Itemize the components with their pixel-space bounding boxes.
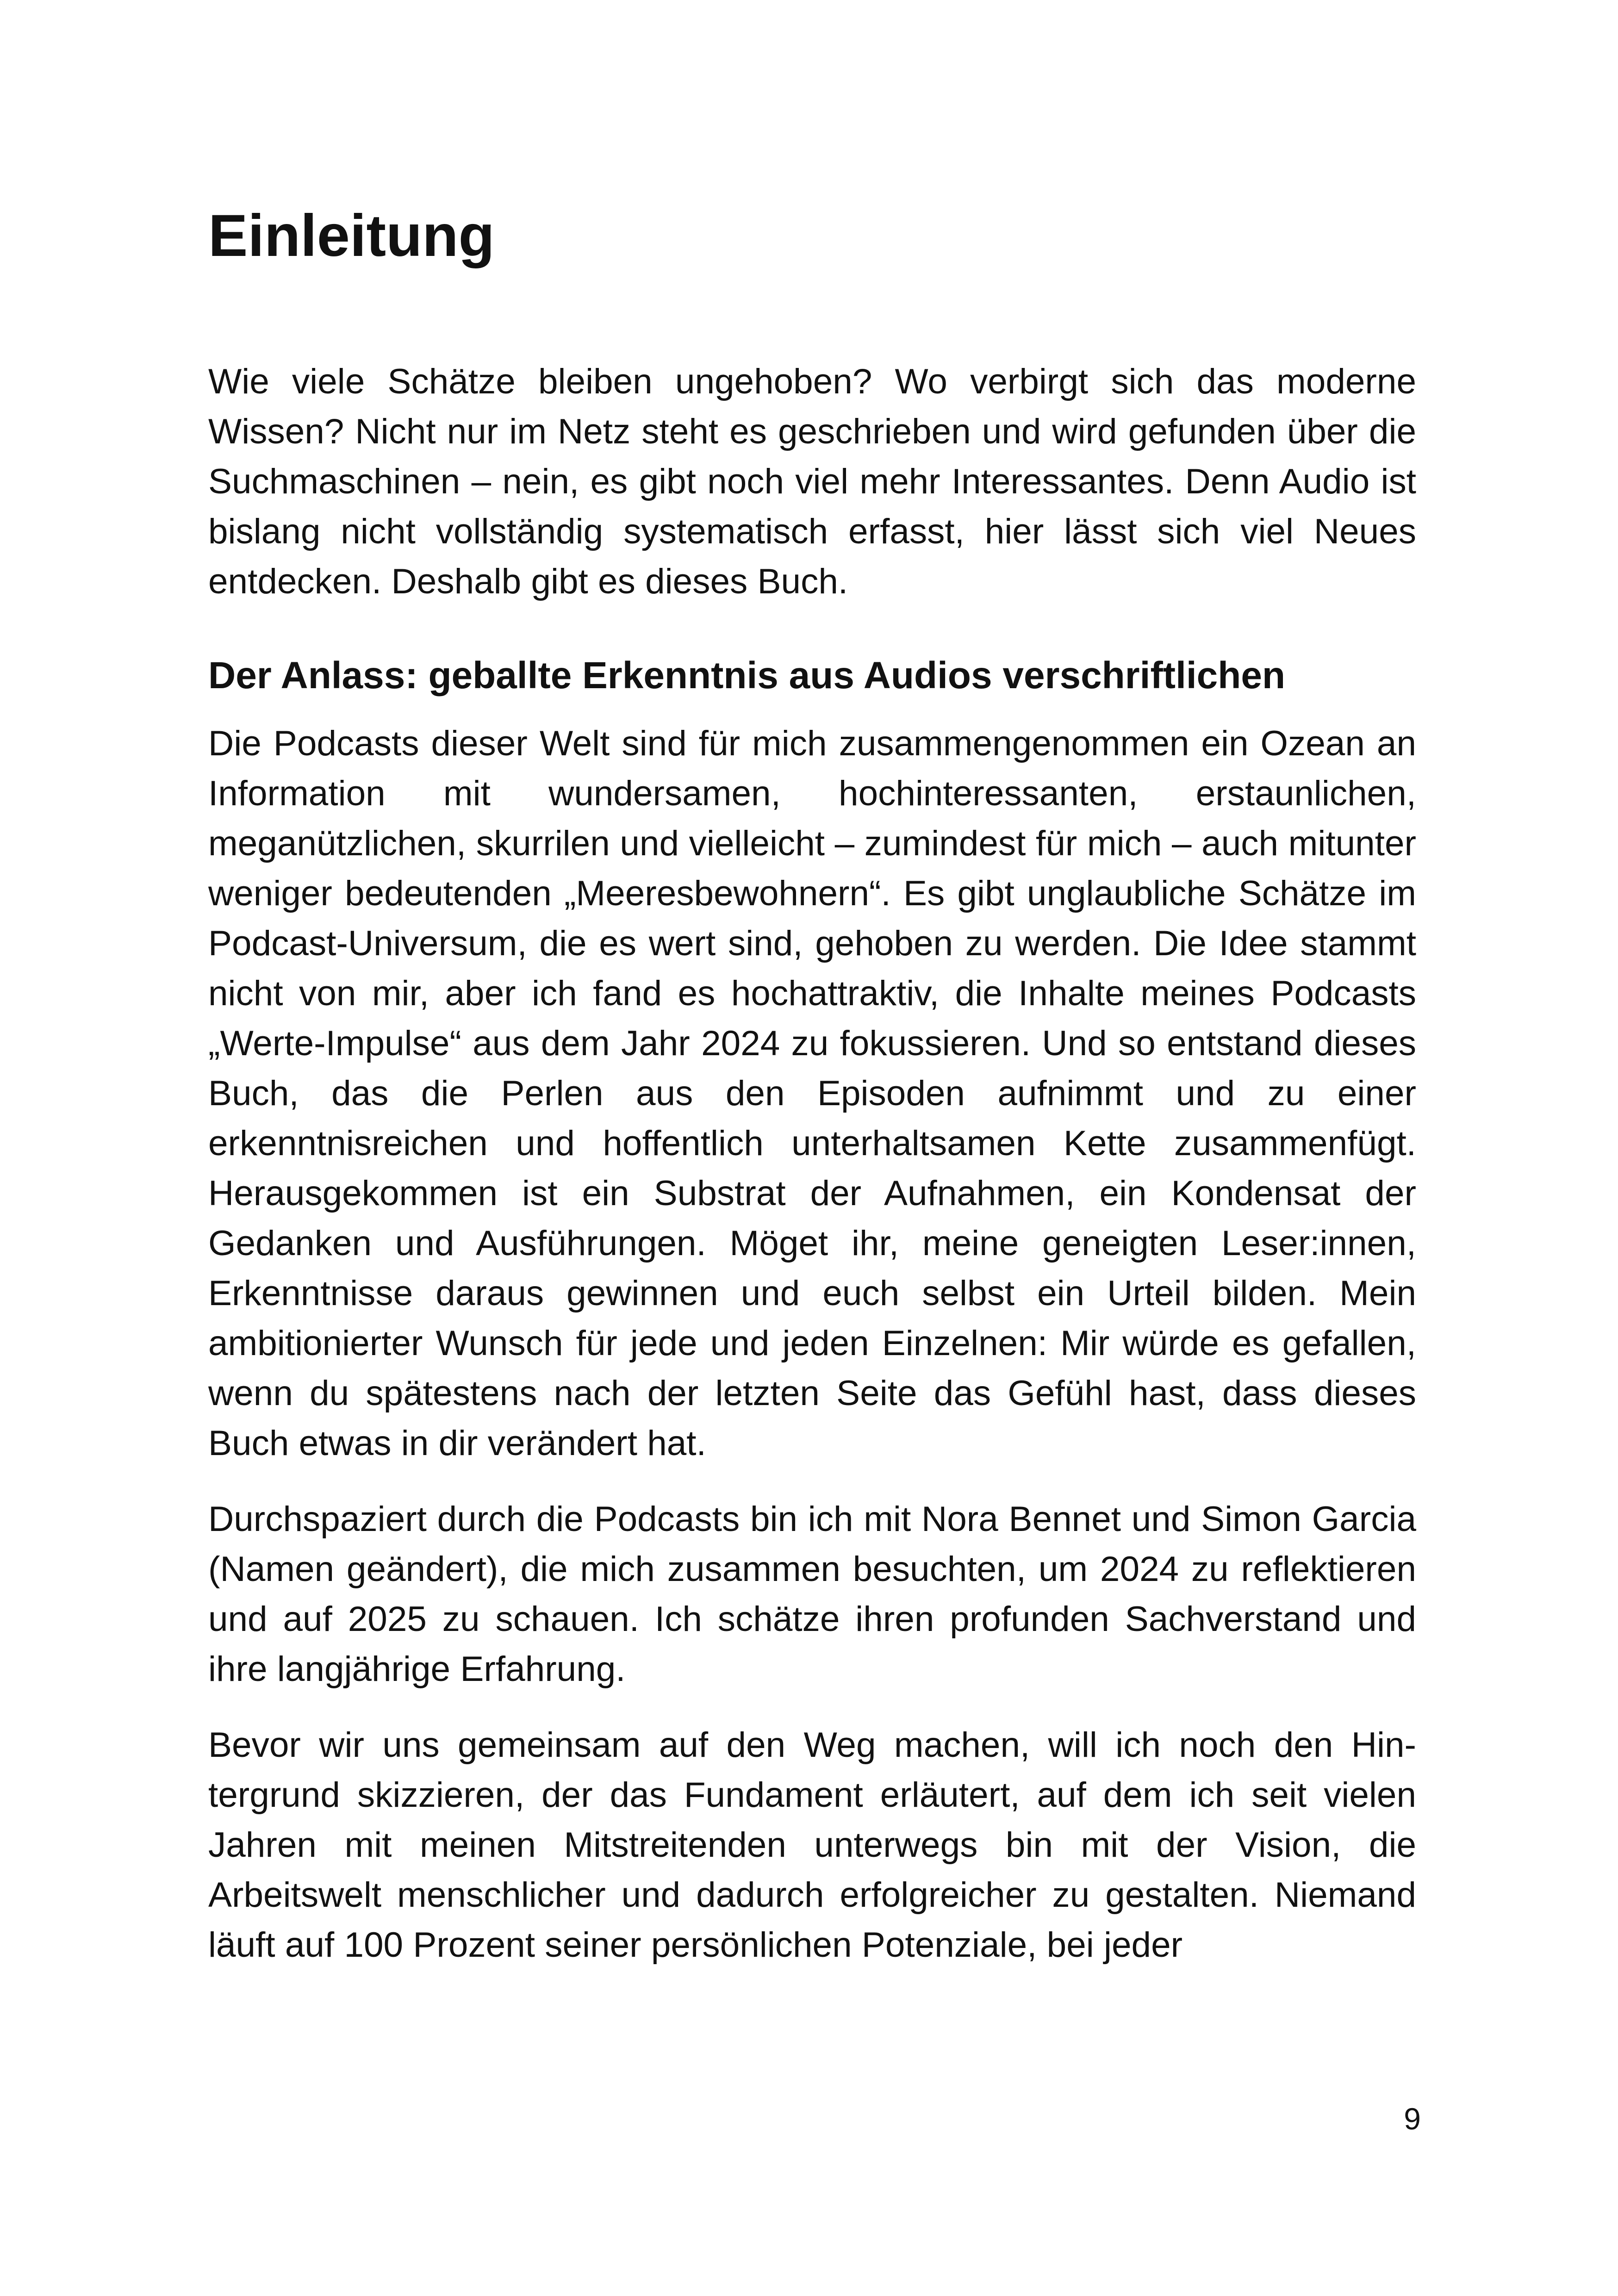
- page-number: 9: [1404, 2102, 1421, 2136]
- body-paragraph-2: Durchspaziert durch die Podcasts bin ich mit Nora Bennet und Simon Garcia (Namen geändert), die mich zusammen besuchten, um 2024 zu reflektieren und auf 2025 zu schauen. Ich schätze ihren profunden Sachverstand und ihre langjährige Erfahrung.: [208, 1500, 1416, 1689]
- body-paragraph-1: Die Podcasts dieser Welt sind für mich zusammengenommen ein Ozean an Information mit wundersamen, hochinteressanten, erstaunlichen, meganützlichen, skurrilen und vielleicht – zumindest für mich – auch mitunter weniger bedeutenden „Meeresbewohnern“. Es gibt unglaubliche Schätze im Podcast-Universum, die es wert sind, gehoben zu werden. Die Idee stammt nicht von mir, aber ich fand es hochattraktiv, die Inhalte meines Podcasts „Werte-Impulse“ aus dem Jahr 2024 zu fokussieren. Und so entstand dieses Buch, das die Perlen aus den Episoden aufnimmt und zu einer erkenntnisreichen und hoffentlich unterhaltsamen Kette zusammenfügt. Herausgekommen ist ein Substrat der Aufnahmen, ein Kondensat der Gedanken und Ausführungen. Möget ihr, meine geneigten Leser:innen, Erkenntnisse daraus gewinnen und euch selbst ein Urteil bilden. Mein ambitionierter Wunsch für jede und jeden Einzelnen: Mir würde es gefallen, wenn du spätestens nach der letzten Seite das Gefühl hast, dass dieses Buch etwas in dir verändert hat.: [208, 724, 1416, 1463]
- page-content: [208, 204, 1416, 1970]
- section-heading: Der Anlass: geballte Erkenntnis aus Audios verschriftlichen: [208, 654, 1286, 697]
- intro-paragraph: Wie viele Schätze bleiben ungehoben? Wo verbirgt sich das moderne Wissen? Nicht nur im Netz steht es geschrieben und wird gefunden über die Suchmaschinen – nein, es gibt noch viel mehr Interessantes. Denn Audio ist bislang nicht vollständig systematisch erfasst, hier lässt sich viel Neues entdecken. Deshalb gibt es dieses Buch.: [208, 361, 1416, 601]
- chapter-title: Einleitung: [208, 203, 495, 269]
- body-paragraph-3: Bevor wir uns gemeinsam auf den Weg machen, will ich noch den Hintergrund skizzieren, der das Fundament erläutert, auf dem ich seit vielen Jahren mit meinen Mitstreitenden unterwegs bin mit der Vision, die Arbeitswelt menschlicher und dadurch erfolgreicher zu gestalten. Niemand läuft auf 100 Prozent seiner persönlichen Potenziale, bei jeder: [208, 1725, 1416, 1965]
